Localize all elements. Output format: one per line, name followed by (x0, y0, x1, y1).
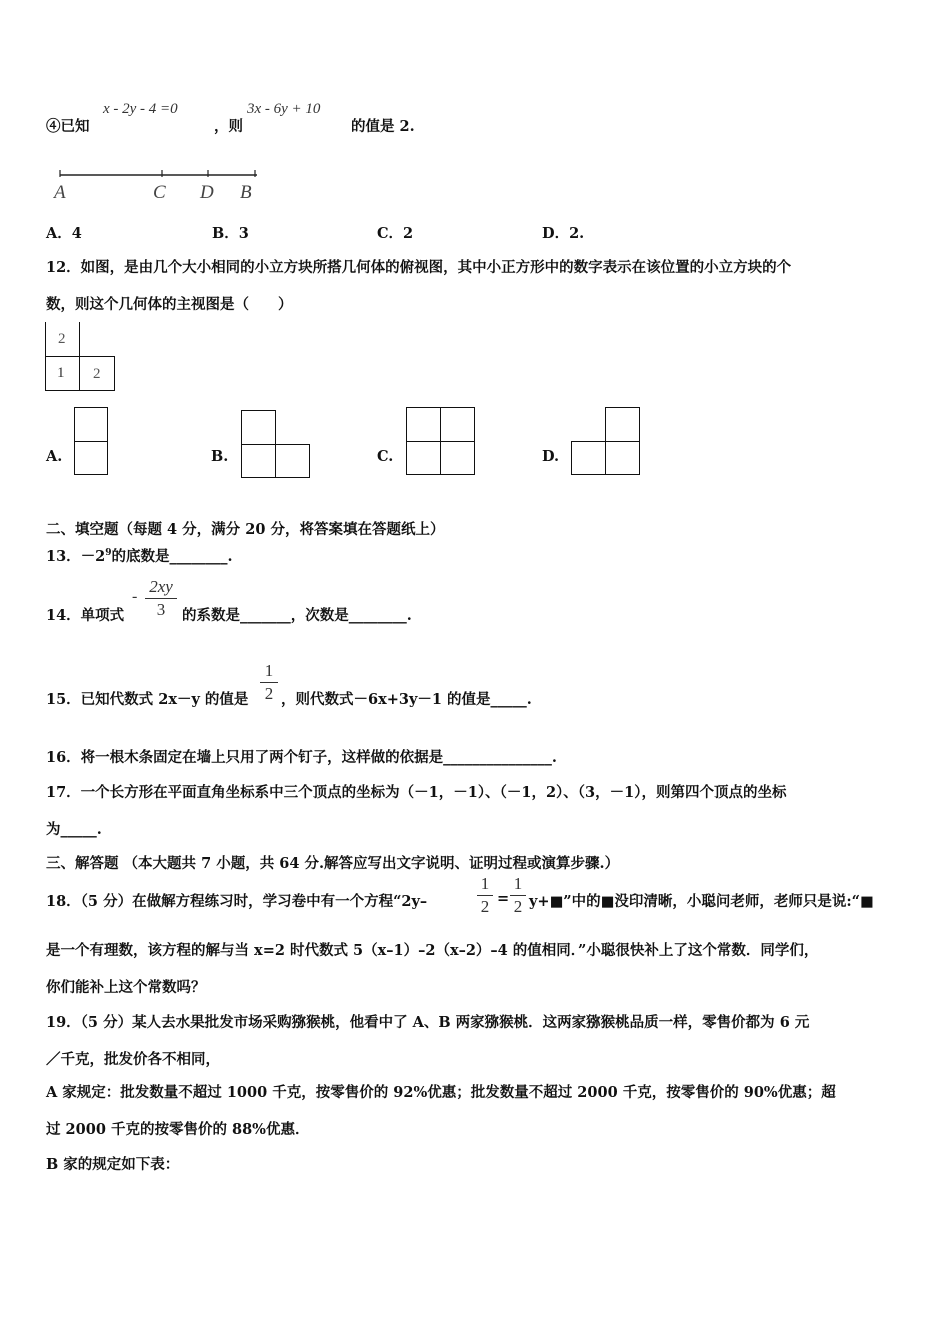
q12-option-a-figure (74, 407, 108, 475)
segment-label-b: B (240, 182, 252, 203)
q12-option-d-figure (571, 407, 640, 475)
segment-label-c: C (153, 182, 166, 203)
q11-option-c: C．2 (377, 225, 414, 242)
q11-item4-equation: x - 2y - 4 =0 (103, 101, 178, 117)
q18-line3: 你们能补上这个常数吗？ (46, 979, 206, 996)
q11-item4-lead: ④已知 (46, 118, 90, 135)
segment-label-d: D (200, 182, 214, 203)
q18-equals: = (497, 890, 510, 907)
q12-option-c-label: C. (377, 448, 394, 465)
q15-rest: ，则代数式－6x+3y－1 的值是_____. (281, 691, 532, 708)
q15-fraction: 1 2 (260, 661, 278, 704)
q19-line1: 19．（5 分）某人去水果批发市场采购猕猴桃，他看中了 A、B 两家猕猴桃．这两家猕猴桃品质一样，零售价都为 6 元 (46, 1014, 810, 1031)
q11-option-b: B．3 (212, 225, 249, 242)
q17-line2: 为_____. (46, 821, 102, 838)
q11-option-d: D．2. (542, 225, 585, 242)
q16: 16．将一根木条固定在墙上只用了两个钉子，这样做的依据是_______________. (46, 749, 557, 766)
q14-fraction: 2xy 3 (145, 577, 177, 620)
q18-fraction-2: 1 2 (510, 874, 526, 917)
q19-line3: A 家规定：批发数量不超过 1000 千克，按零售价的 92%优惠；批发数量不超过 2000 千克，按零售价的 90%优惠；超 (46, 1084, 836, 1101)
q18-after: y+■”中的■没印清晰，小聪问老师，老师只是说:“■ (529, 893, 874, 910)
q14-rest: 的系数是_______，次数是________. (182, 607, 412, 624)
q19-line4: 过 2000 千克的按零售价的 88%优惠． (46, 1121, 310, 1138)
grid-number-bottom-left: 1 (57, 365, 65, 381)
q12-option-b-label: B. (211, 448, 229, 465)
q12-option-a-label: A. (46, 448, 63, 465)
q15-lead: 15．已知代数式 2x－y 的值是 (46, 691, 249, 708)
grid-number-bottom-right: 2 (93, 366, 101, 382)
segment-label-a: A (54, 182, 66, 203)
q12-option-c-figure (406, 407, 475, 475)
q11-item4-middle: ，则 (214, 118, 243, 135)
q19-line2: ／千克，批发价各不相同， (46, 1051, 220, 1068)
q13: 13．$-2^9$的底数是________. (46, 548, 233, 565)
segment-figure (50, 165, 270, 205)
q18-line2: 是一个有理数，该方程的解与当 x=2 时代数式 5（x–1）–2（x–2）–4 的值相同．”小聪很快补上了这个常数．同学们， (46, 942, 819, 959)
q14-lead: 14．单项式 (46, 607, 125, 624)
q12-line2: 数，则这个几何体的主视图是（ ） (46, 296, 293, 313)
q18-fraction-1: 1 2 (477, 874, 493, 917)
q12-option-b-figure (241, 410, 310, 478)
section3-heading: 三、解答题 （本大题共 7 小题，共 64 分.解答应写出文字说明、证明过程或演算步骤.） (46, 855, 620, 872)
q11-item4-expression: 3x - 6y + 10 (247, 101, 321, 117)
q19-line5: B 家的规定如下表： (46, 1156, 180, 1173)
q12-line1: 12．如图，是由几个大小相同的小立方块所搭几何体的俯视图，其中小正方形中的数字表示在该位置的小立方块的个 (46, 259, 792, 276)
top-view-grid (45, 322, 117, 392)
grid-number-top-left: 2 (58, 331, 66, 347)
q14-sign: - (132, 588, 138, 605)
q11-item4-tail: 的值是 2. (351, 118, 415, 135)
q18-lead: 18．（5 分）在做解方程练习时，学习卷中有一个方程“2y– (46, 893, 428, 910)
q17-line1: 17．一个长方形在平面直角坐标系中三个顶点的坐标为（－1，－1）、（－1，2）、（3，－1），则第四个顶点的坐标 (46, 784, 787, 801)
q12-option-d-label: D. (542, 448, 560, 465)
q11-option-a: A．4 (46, 225, 82, 242)
section2-heading: 二、填空题（每题 4 分，满分 20 分，将答案填在答题纸上） (46, 521, 445, 538)
